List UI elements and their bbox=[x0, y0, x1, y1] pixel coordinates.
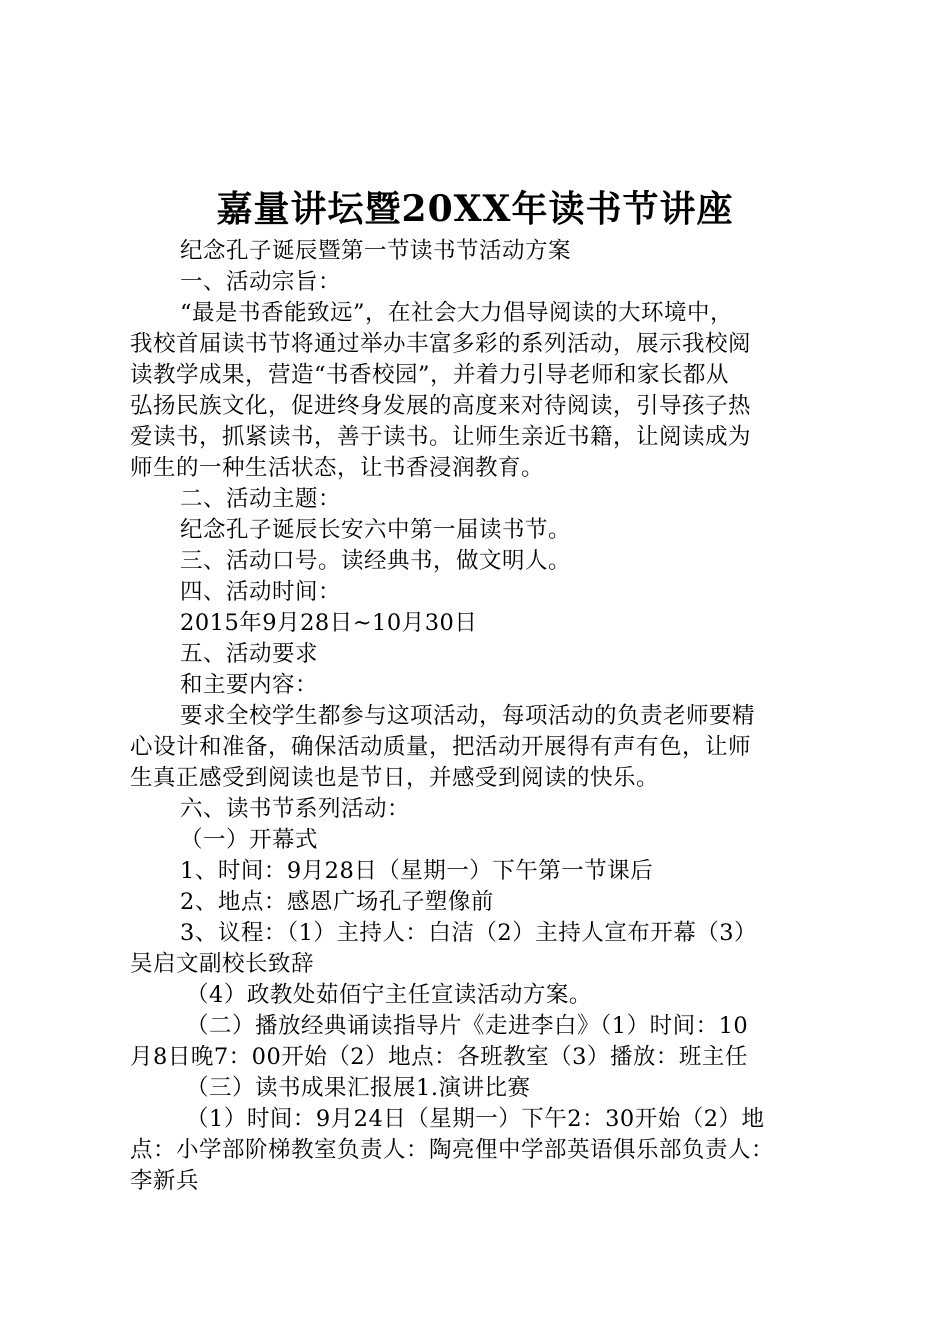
paragraph-continuation bbox=[130, 391, 835, 422]
text-line: 弘扬民族文化，促进终身发展的高度来对待阅读，引导孩子热 bbox=[130, 393, 752, 419]
text-line: （4）政教处茹佰宁主任宣读活动方案。 bbox=[186, 982, 592, 1008]
text-line: 四、活动时间： bbox=[180, 579, 342, 605]
text-line: 月8日晚7：00开始（2）地点：各班教室（3）播放：班主任 bbox=[130, 1044, 748, 1070]
document-title: 嘉量讲坛暨20XX年读书节讲座 bbox=[216, 188, 734, 230]
paragraph bbox=[130, 236, 835, 267]
text-line: （三）读书成果汇报展1.演讲比赛 bbox=[186, 1075, 531, 1101]
paragraph-continuation bbox=[130, 1135, 835, 1166]
paragraph-continuation bbox=[130, 360, 835, 391]
text-line: 师生的一种生活状态，让书香浸润教育。 bbox=[130, 455, 545, 481]
text-line: 点：小学部阶梯教室负责人：陶亮俚中学部英语俱乐部负责人： bbox=[130, 1137, 775, 1163]
section-heading bbox=[130, 267, 835, 298]
section-heading bbox=[130, 794, 835, 825]
paragraph bbox=[130, 670, 835, 701]
text-line: 爱读书，抓紧读书，善于读书。让师生亲近书籍，让阅读成为 bbox=[130, 424, 752, 450]
paragraph-continuation bbox=[130, 732, 835, 763]
paragraph bbox=[130, 515, 835, 546]
section-heading bbox=[130, 577, 835, 608]
list-item bbox=[130, 856, 835, 887]
text-line: （1）时间：9月24日（星期一）下午2：30开始（2）地 bbox=[186, 1106, 765, 1132]
text-line: 李新兵 bbox=[130, 1168, 200, 1194]
text-line: 2015年9月28日~10月30日 bbox=[180, 610, 478, 636]
text-line: 我校首届读书节将通过举办丰富多彩的系列活动，展示我校阅 bbox=[130, 331, 752, 357]
list-item bbox=[130, 887, 835, 918]
list-item bbox=[130, 918, 835, 949]
subsection-heading bbox=[130, 1011, 835, 1042]
text-line: 生真正感受到阅读也是节日，并感受到阅读的快乐。 bbox=[130, 765, 660, 791]
text-line: 纪念孔子诞辰暨第一节读书节活动方案 bbox=[180, 238, 572, 264]
text-line: 一、活动宗旨： bbox=[180, 269, 342, 295]
list-item bbox=[130, 980, 835, 1011]
text-line: 五、活动要求 bbox=[180, 641, 319, 667]
paragraph-continuation bbox=[130, 949, 835, 980]
section-heading bbox=[130, 484, 835, 515]
text-line: “最是书香能致远”，在社会大力倡导阅读的大环境中， bbox=[180, 300, 734, 326]
paragraph-continuation bbox=[130, 453, 835, 484]
text-line: 三、活动口号。读经典书，做文明人。 bbox=[180, 548, 572, 574]
paragraph bbox=[130, 701, 835, 732]
text-line: 3、议程：（1）主持人：白洁（2）主持人宣布开幕（3） bbox=[180, 920, 758, 946]
text-line: 2、地点：感恩广场孔子塑像前 bbox=[180, 889, 494, 915]
text-line: 心设计和准备，确保活动质量，把活动开展得有声有色，让师 bbox=[130, 734, 752, 760]
subsection-heading bbox=[130, 825, 835, 856]
text-line: 要求全校学生都参与这项活动，每项活动的负责老师要精 bbox=[180, 703, 756, 729]
text-line: （二）播放经典诵读指导片《走进李白》（1）时间：10 bbox=[186, 1013, 749, 1039]
text-line: 读教学成果，营造“书香校园”，并着力引导老师和家长都从 bbox=[130, 362, 730, 388]
subsection-heading bbox=[130, 1073, 835, 1104]
paragraph-continuation bbox=[130, 422, 835, 453]
text-line: 吴启文副校长致辞 bbox=[130, 951, 315, 977]
text-line: 二、活动主题： bbox=[180, 486, 342, 512]
paragraph-continuation bbox=[130, 763, 835, 794]
text-line: （一）开幕式 bbox=[180, 827, 319, 853]
document-body bbox=[130, 236, 835, 1197]
section-heading bbox=[130, 639, 835, 670]
section-heading bbox=[130, 546, 835, 577]
text-line: 1、时间：9月28日（星期一）下午第一节课后 bbox=[180, 858, 654, 884]
paragraph-continuation bbox=[130, 1166, 835, 1197]
paragraph-continuation bbox=[130, 329, 835, 360]
paragraph bbox=[130, 608, 835, 639]
list-item bbox=[130, 1104, 835, 1135]
text-line: 六、读书节系列活动： bbox=[180, 796, 411, 822]
paragraph bbox=[130, 298, 835, 329]
text-line: 和主要内容： bbox=[180, 672, 319, 698]
text-line: 纪念孔子诞辰长安六中第一届读书节。 bbox=[180, 517, 572, 543]
paragraph-continuation bbox=[130, 1042, 835, 1073]
